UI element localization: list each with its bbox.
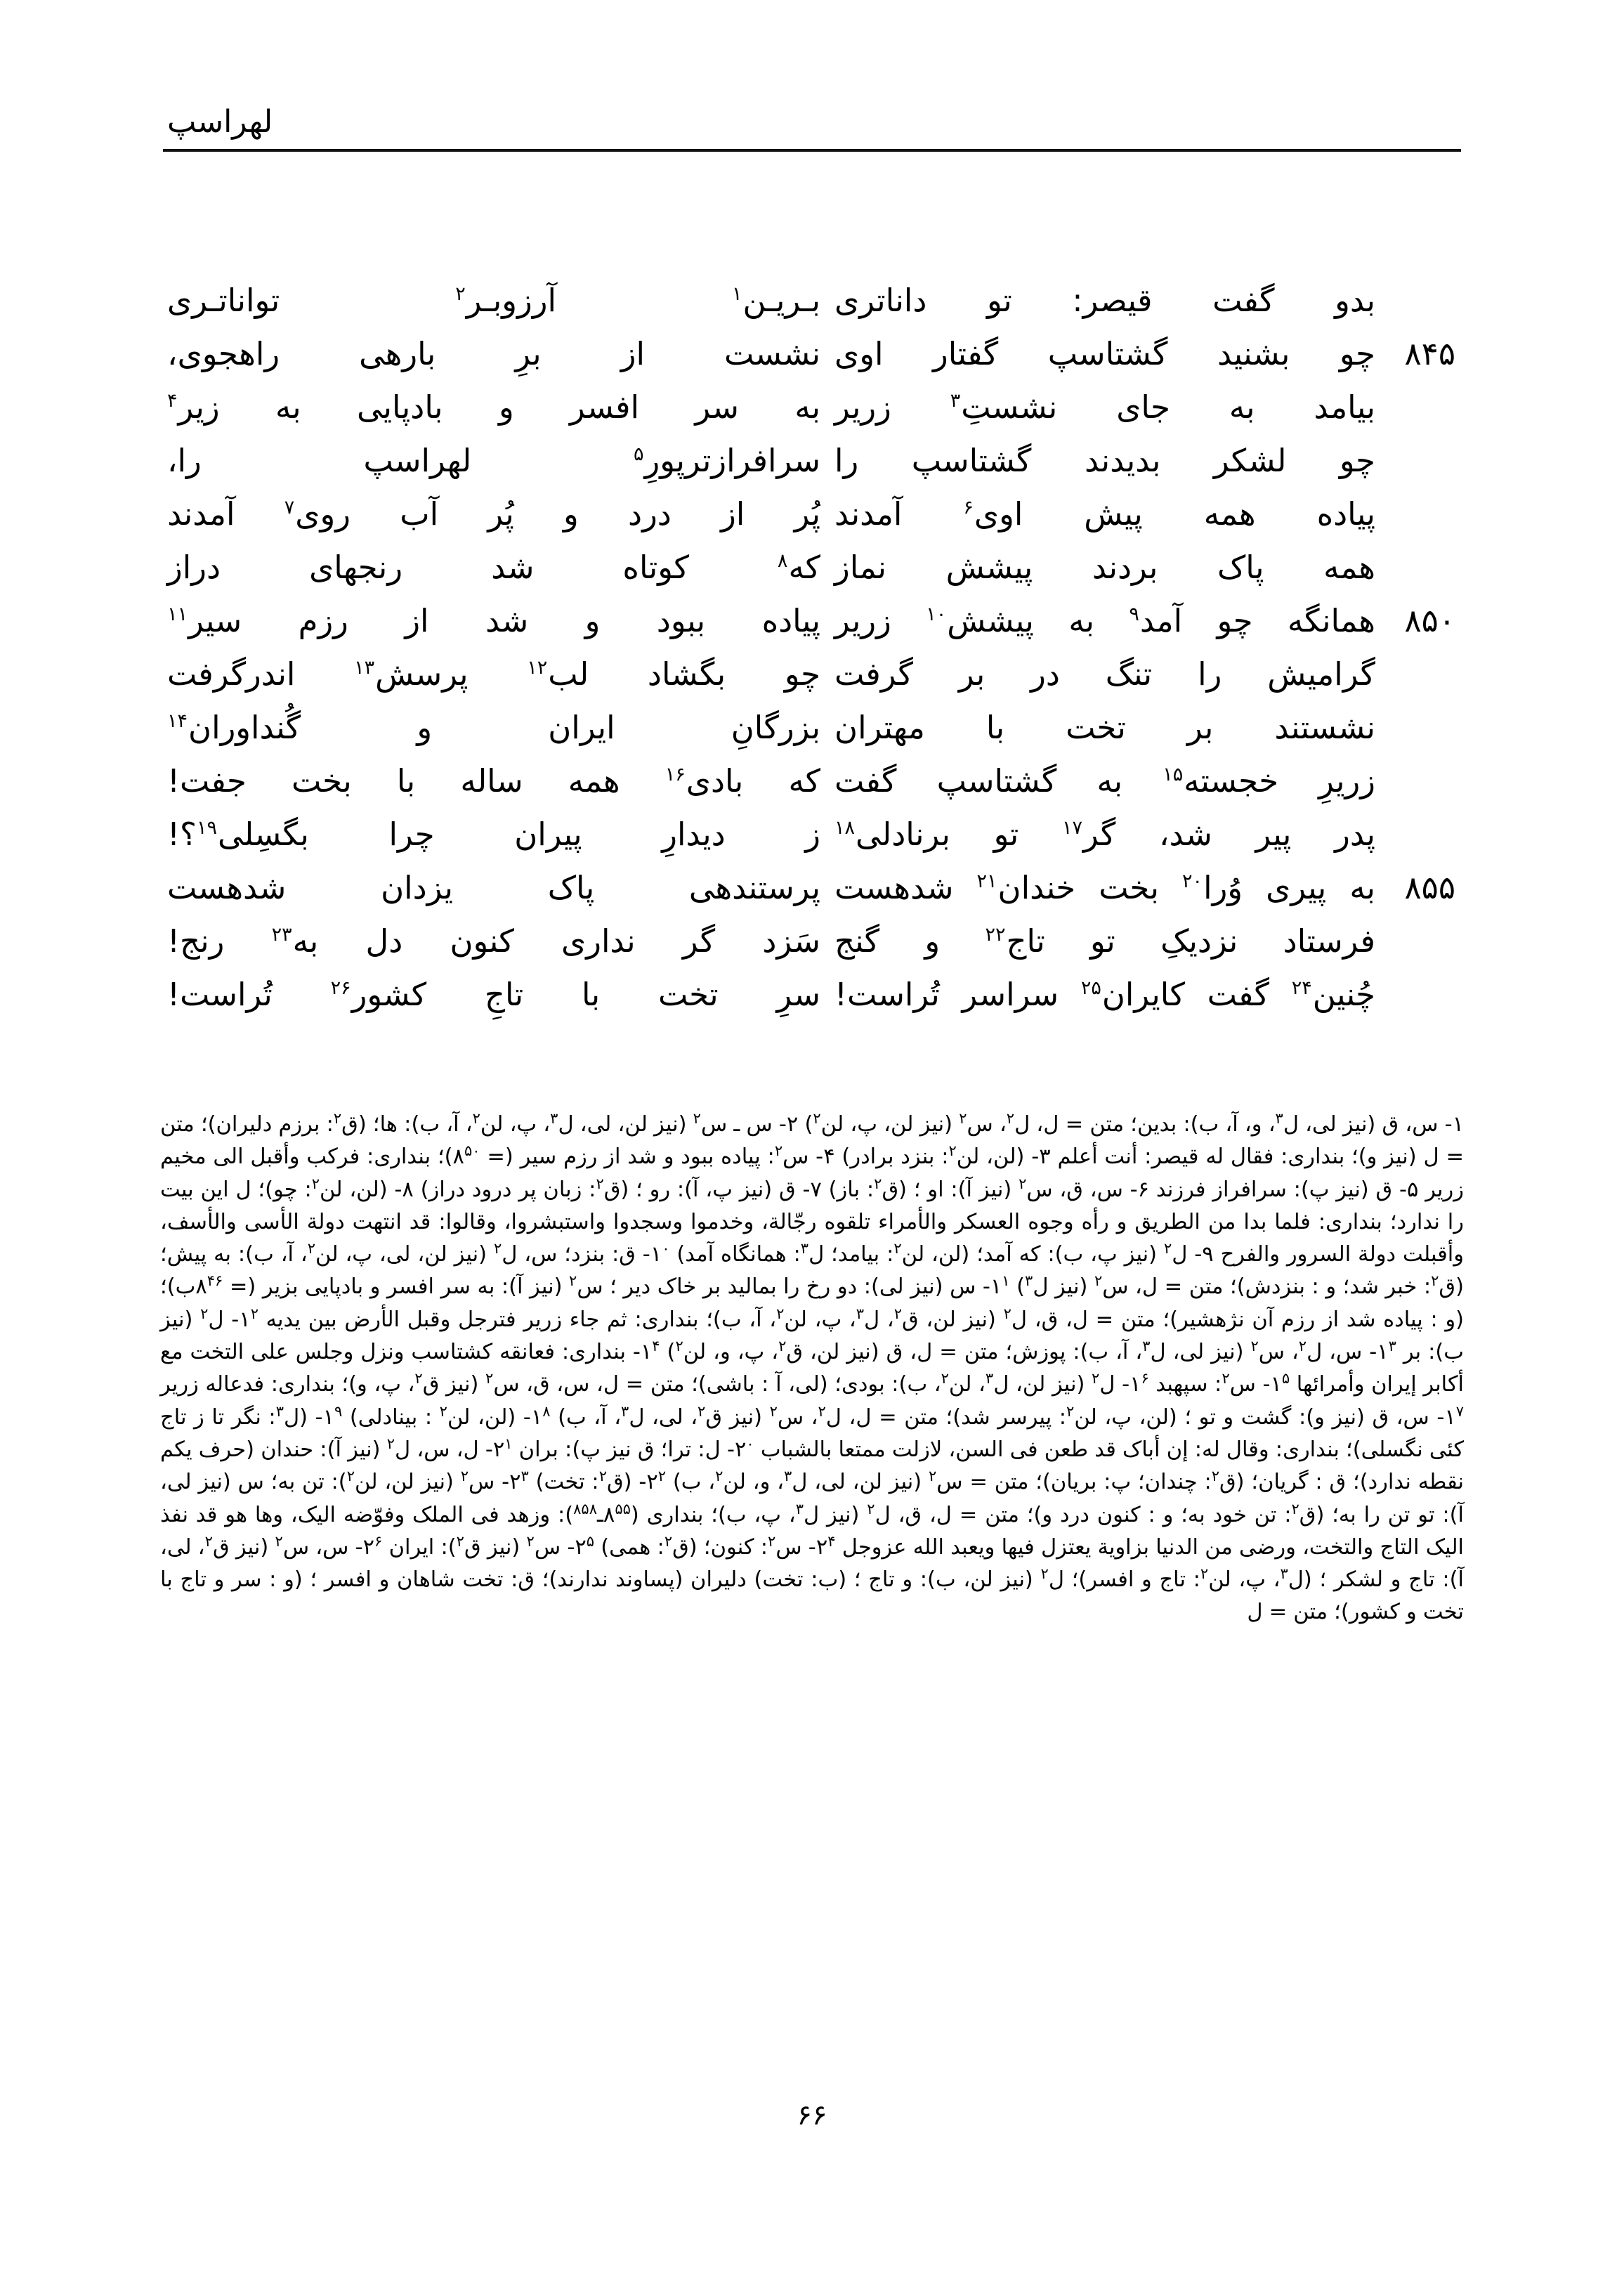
hemistich-first: زریرِ خجسته$^{۱۵}$ به گشتاسپ گفت [834, 762, 1375, 799]
verse-line [163, 541, 1461, 594]
hemistich-first: چُنین$^{۲۴}$ گفت کایران$^{۲۵}$ سراسر تُراست! [834, 976, 1375, 1013]
verse-number: ۸۴۵ [1404, 335, 1455, 372]
page-number: ۶۶ [797, 2099, 827, 2131]
hemistich-second: به سر افسر و بادپایی به زیر$^۴$ [167, 389, 820, 426]
hemistich-first: بدو گفت قیصر: تو داناتری [834, 282, 1375, 319]
verse-line [163, 274, 1461, 327]
verse-line [163, 861, 1461, 915]
hemistich-second: نشست از برِ بارهی راهجوی، [167, 335, 820, 372]
running-head-title: لهراسپ [167, 104, 273, 140]
verse-line [163, 915, 1461, 968]
hemistich-second: سرافرازترپورِ$^۵$ لهراسپ را، [167, 442, 820, 479]
hemistich-first: چو بشنید گشتاسپ گفتار اوی [834, 335, 1375, 372]
hemistich-first: گرامیش را تنگ در بر گرفت [834, 655, 1375, 693]
hemistich-first: همانگه چو آمد$^۹$ به پیشش$^{۱۰}$ زریر [834, 602, 1375, 639]
verse-line [163, 594, 1461, 648]
hemistich-second: که بادی$^{۱۶}$ همه ساله با بخت جفت! [167, 762, 820, 799]
verse-line [163, 327, 1461, 381]
verse-line [163, 968, 1461, 1021]
apparatus-text: ۱- س، ق (نیز لی، ل$^۳$، و، آ، ب): بدین؛ متن = ل، ل$^۲$، س$^۲$ (نیز لن، پ، لن$^۲$) ۲- س ـ س$^۲$ (نیز لن، لی، ل$^۳$، پ، لن$^۲$، آ، ب): ها؛ (ق$^۲$: برزم دلیران)؛ متن = ل (نیز و)؛ بنداری: فقال له قیصر: أنت أعلم ۳- (لن، لن$^۲$: بنزد برادر) ۴- س$^۲$: پیاده ببود و شد از رزم سیر (= $۸^{۵۰})؛$ بنداری: فرکب وأقبل الی مخیم زریر ۵- ق (نیز پ): سرافراز فرزند ۶- س، ق، س$^۲$ (نیز آ): او ؛ (ق$^۲$: باز) ۷- ق (نیز پ، آ): رو ؛ (ق$^۲$: زبان پر درود دراز) ۸- (لن، لن$^۲$: چو)؛ ل این بیت را ندارد؛ بنداری: فلما بدا من الطریق و رأه وجوه العسکر والأمراء تلقوه رجّالة، وخدموا وسجدوا واستبشروا، وقالوا: قد انتهت دولة الأسی والأسف، وأقبلت دولة السرور والفرح ۹- ل$^۲$ (نیز پ، ب): که آمد؛ (لن، لن$^۲$: بیامد؛ ل$^۳$: همانگاه آمد) $۱^۰-$ ق: بنزد؛ س، ل$^۲$ (نیز لن، لی، پ، لن$^۲$، آ، ب): به پیش؛ (ق$^۲$: خبر شد؛ و : بنزدش)؛ متن = ل، س$^۲$ (نیز ل$^۳$) $۱^۱-$ س (نیز لی): دو رخ را بمالید بر خاک دیر ؛ س$^۲$ (نیز آ): به سر افسر و بادپایی بزیر (= $۸^{۴۶}ب)؛$ (و : پیاده شد از رزم آن نژهشیر)؛ متن = ل، ق، ل$^۲$ (نیز لن، ق$^۲$، ل$^۳$، پ، لن$^۲$، آ، ب)؛ بنداری: ثم جاء زریر فترجل وقبل الأرض بین یدیه $۱^۲-$ ل$^۲$ (نیز ب): بر $۱^۳-$ س، ل$^۲$، س$^۲$ (نیز لی، ل$^۳$، آ، ب): پوزش؛ متن = ل، ق (نیز لن، ق$^۲$، پ، و، لن$^۲$) $۱^۴-$ بنداری: فعانقه کشتاسب ونزل وجلس علی التخت مع أکابر إیران وأمرائها $۱^۵-$ س$^۲$: سپهبد $۱^۶-$ ل$^۲$ (نیز لن، ل$^۳$، لن$^۲$، ب): بودی؛ (لی، آ : باشی)؛ متن = ل، س، ق، س$^۲$ (نیز ق$^۲$، پ، و)؛ بنداری: فدعاله زریر $۱^۷-$ س، ق (نیز و): گشت و تو ؛ (لن، پ، لن$^۲$: پیرسر شد)؛ متن = ل، ل$^۲$، س$^۲$ (نیز ق$^۲$، لی، ل$^۳$، آ، ب) $۱^۸-$ (لن، لن$^۲$ : بینادلی) $۱^۹-$ (ل$^۳$: نگر تا ز تاج کئی نگسلی)؛ بنداری: وقال له: إن أباک قد طعن فی السن، لازلت ممتعا بالشباب $۲^۰-$ ل: ترا؛ ق نیز پ): بران $۲^۱-$ ل، س، ل$^۲$ (نیز آ): حندان (حرف یکم نقطه ندارد)؛ ق : گریان؛ (ق$^۲$: چندان؛ پ: بریان)؛ متن = س$^۲$ (نیز لن، لی، ل$^۳$، و، لن$^۲$، ب) $۲^۲-$ (ق$^۲$: تخت) $۲^۳-$ س$^۲$ (نیز لن، لن$^۲$): تن به؛ س (نیز لی، آ): تو تن را به؛ (ق$^۲$: تن خود به؛ و : کنون درد و)؛ متن = ل، ق، ل$^۲$ (نیز ل$^۳$، پ، ب)؛ بنداری $(۸^{۵۵}ـ^{۸۵۸})$: وزهد فی الملک وفوّضه الیک، وها هو قد نفذ الیک التاج والتخت، ورضی من الدنیا بزاویة یعتزل فیها ویعبد الله عزوجل $۲^۴-$ س$^۲$: کنون؛ (ق$^۲$: همی) $۲^۵-$ س$^۲$ (نیز ق$^۲$): ایران $۲^۶-$ س، س$^۲$ (نیز ق$^۲$، لی، آ): تاج و لشکر ؛ (ل$^۳$، پ، لن$^۲$: تاج و افسر)؛ ل$^۲$ (نیز لن، ب): و تاج ؛ (ب: تخت) دلیران (پساوند ندارند)؛ ق: تخت شاهان و افسر ؛ (و : سر و تاج با تخت و کشور)؛ متن = ل [160, 1109, 1465, 1625]
verse-line [163, 701, 1461, 755]
hemistich-first: پیاده همه پیش اوی$^۶$ آمدند [834, 495, 1375, 533]
verse-line [163, 808, 1461, 861]
hemistich-second: که$^۸$ کوتاه شد رنجهای دراز [167, 549, 820, 586]
verse-number: ۸۵۰ [1404, 602, 1455, 639]
hemistich-second: بزرگانِ ایران و گُنداوران$^{۱۴}$ [167, 709, 820, 746]
hemistich-first: بیامد به جای نشستِ$^۳$ زریر [834, 389, 1375, 426]
hemistich-first: به پیری وُرا$^{۲۰}$ بخت خندان$^{۲۱}$ شدهست [834, 869, 1375, 906]
verse-line [163, 381, 1461, 434]
hemistich-first: نشستند بر تخت با مهتران [834, 709, 1375, 746]
hemistich-first: چو لشکر بدیدند گشتاسپ را [834, 442, 1375, 479]
critical-apparatus [160, 1109, 1464, 1629]
verse-line [163, 648, 1461, 701]
verse-line [163, 434, 1461, 488]
verse-line [163, 755, 1461, 808]
hemistich-first: فرستاد نزدیکِ تو تاج$^{۲۲}$ و گنج [834, 922, 1375, 960]
hemistich-second: سَزد گر نداری کنون دل به$^{۲۳}$ رنج! [167, 922, 820, 960]
hemistich-first: پدر پیر شد، گر$^{۱۷}$ تو برنادلی$^{۱۸}$ [834, 816, 1375, 853]
verse-body [163, 274, 1461, 1021]
hemistich-second: پیاده ببود و شد از رزم سیر$^{۱۱}$ [167, 602, 820, 639]
hemistich-second: ز دیدارِ پیران چرا بگسِلی$^{۱۹}$؟! [167, 816, 820, 853]
hemistich-second: سرِ تخت با تاجِ کشور$^{۲۶}$ تُراست! [167, 976, 820, 1013]
header-divider-rule [163, 149, 1461, 152]
hemistich-second: چو بگشاد لب$^{۱۲}$ پرسش$^{۱۳}$ اندرگرفت [167, 655, 820, 693]
hemistich-second: پُر از درد و پُر آب روی$^۷$ آمدند [167, 495, 820, 533]
verse-line [163, 488, 1461, 541]
hemistich-second: پرستندهی پاک یزدان شدهست [167, 869, 820, 906]
verse-number: ۸۵۵ [1404, 869, 1455, 906]
hemistich-second: بـریـن$^۱$ آرزوبـر$^۲$ تواناتـری [167, 282, 820, 319]
hemistich-first: همه پاک بردند پیشش نماز [834, 549, 1375, 586]
page-header [163, 105, 1461, 152]
